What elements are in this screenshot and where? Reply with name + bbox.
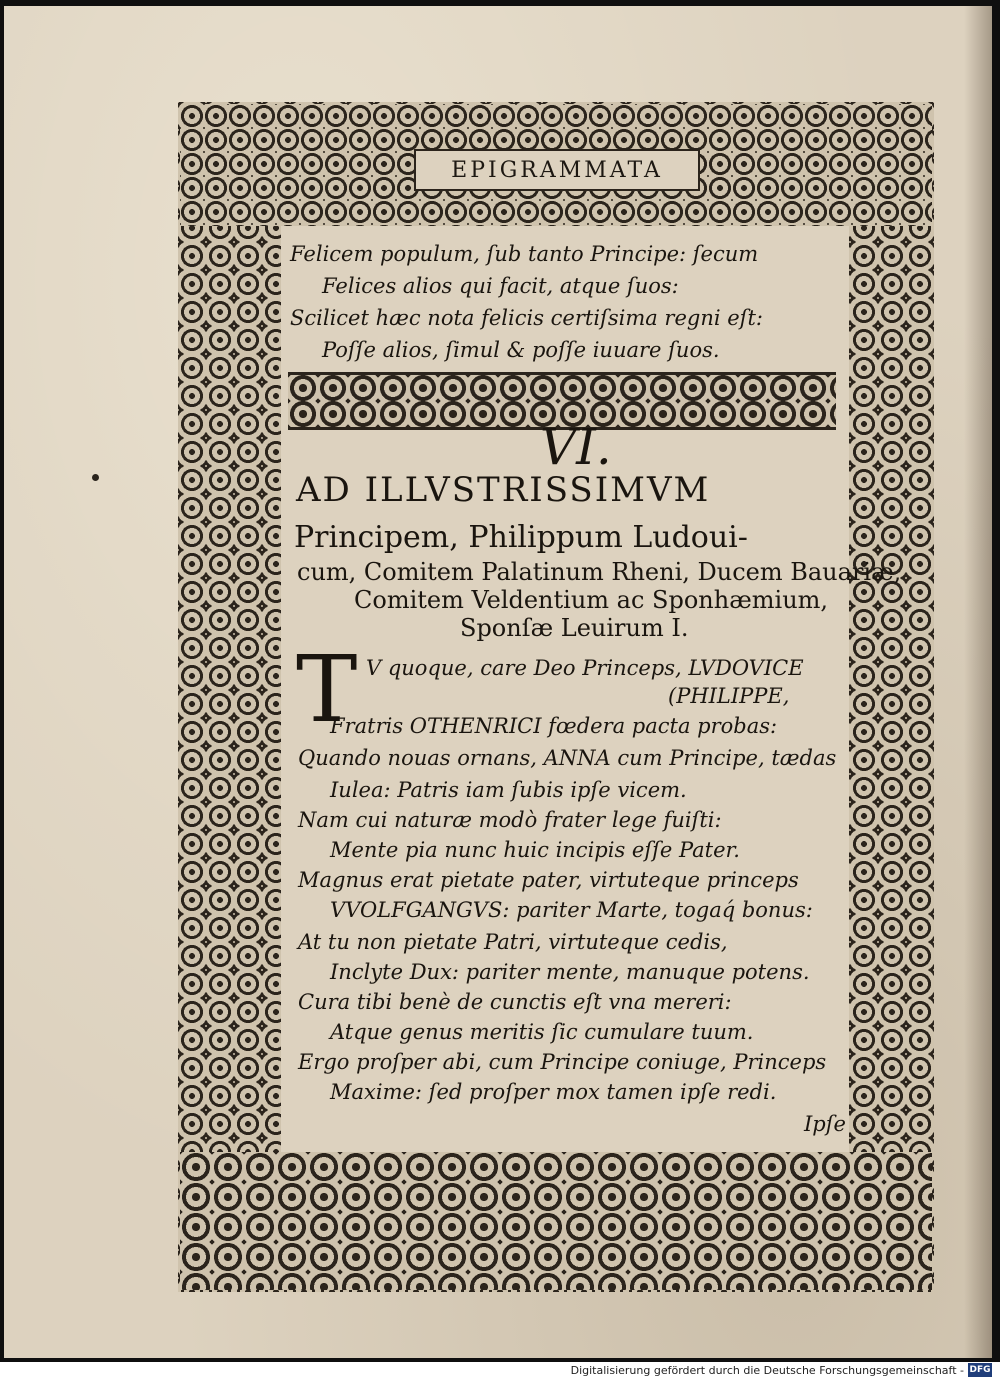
verse-line: Felicem populum, ſub tanto Principe: ſecum (290, 242, 759, 266)
bottom-ornament (180, 1152, 932, 1290)
verse-line: Poſſe alios, ſimul & poſſe iuuare ſuos. (322, 338, 720, 362)
verse-line: Mente pia nunc huic incipis eſſe Pater. (330, 838, 740, 862)
funding-notice: Digitalisierung gefördert durch die Deutsche Forschungsgemeinschaft - (570, 1364, 964, 1377)
dfg-logo: DFG (969, 1365, 991, 1375)
poem-heading: Comitem Veldentium ac Sponhæmium, (354, 586, 829, 614)
verse-line: Fratris OTHENRICI fœdera pacta probas: (330, 714, 778, 738)
poem-heading: cum, Comitem Palatinum Rheni, Ducem Bauariæ, (297, 558, 902, 586)
verse-line: Felices alios qui facit, atque ſuos: (322, 274, 679, 298)
verse-line: Inclyte Dux: pariter mente, manuque potens. (330, 960, 810, 984)
poem-heading: Sponſæ Leuirum I. (460, 614, 689, 642)
verse-line: Nam cui naturæ modò frater lege fuiſti: (298, 808, 722, 832)
poem-number: VI. (540, 418, 612, 476)
verse-line: At tu non pietate Patri, virtuteque cedis, (298, 930, 728, 954)
verse-line: Iulea: Patris iam ſubis ipſe vicem. (330, 778, 687, 802)
verse-line: Cura tibi benè de cunctis eſt vna mereri: (298, 990, 732, 1014)
verse-line: Maxime: ſed proſper mox tamen ipſe redi. (330, 1080, 777, 1104)
verse-line: Scilicet hæc nota felicis certiſsima regni eſt: (290, 306, 763, 330)
verse-line: Quando nouas ornans, ANNA cum Principe, tædas (298, 746, 837, 770)
drop-cap: T (296, 636, 358, 743)
ink-spot (92, 474, 99, 481)
verse-line: VVOLFGANGVS: pariter Marte, togaq́ bonus: (330, 898, 813, 922)
poem-heading: Principem, Philippum Ludoui- (294, 520, 748, 555)
catchword: Ipſe (804, 1112, 846, 1136)
verse-line: Magnus erat pietate pater, virtuteque princeps (298, 868, 799, 892)
verse-line: Ergo proſper abi, cum Principe coniuge, Princeps (298, 1050, 827, 1074)
poem-heading: AD ILLVSTRISSIMVM (296, 470, 711, 510)
verse-line: V quoque, care Deo Princeps, LVDOVICE (366, 656, 804, 680)
running-head: EPIGRAMMATA (414, 149, 700, 191)
verse-line: (PHILIPPE, (668, 684, 790, 708)
verse-line: Atque genus meritis ſic cumulare tuum. (330, 1020, 754, 1044)
